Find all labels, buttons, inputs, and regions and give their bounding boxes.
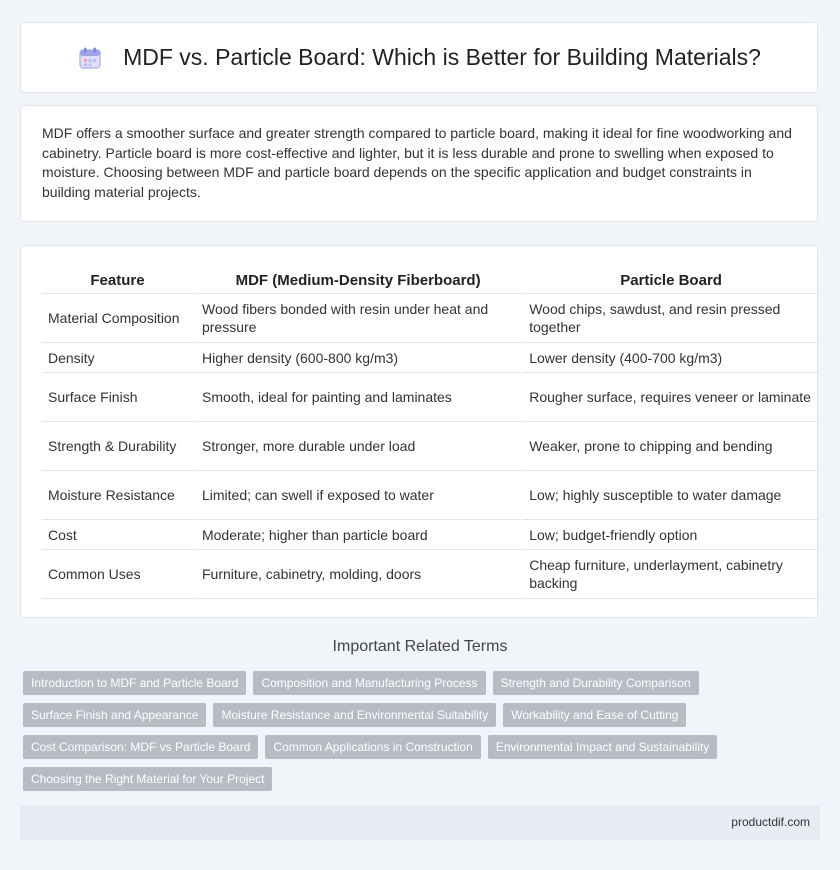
header-mdf: MDF (Medium-Density Fiberboard) [193, 266, 520, 294]
related-term-tag[interactable]: Surface Finish and Appearance [23, 703, 206, 727]
cell-mdf: Moderate; higher than particle board [193, 520, 520, 550]
related-term-tag[interactable]: Environmental Impact and Sustainability [488, 735, 717, 759]
related-term-tag[interactable]: Composition and Manufacturing Process [253, 671, 485, 695]
cell-feature: Density [42, 343, 193, 373]
header-particle-board: Particle Board [520, 266, 819, 294]
table-row [42, 422, 819, 471]
related-term-tag[interactable]: Cost Comparison: MDF vs Particle Board [23, 735, 258, 759]
cell-mdf: Limited; can swell if exposed to water [193, 471, 520, 520]
table-row [42, 550, 819, 599]
comparison-table [42, 266, 819, 599]
header-card [20, 22, 818, 93]
intro-text: MDF offers a smoother surface and greater strength compared to particle board, making it ideal for fine woodworking and cabinetry. Particle board is more cost-effective and lighter, but it is less durable and prone to swelling when exposed to moisture. Choosing between MDF and particle board depends on the specific application and budget constraints in building material projects. [42, 125, 792, 200]
cell-particle-board: Cheap furniture, underlayment, cabinetry backing [520, 550, 819, 599]
table-header-row [42, 266, 819, 294]
related-term-tag[interactable]: Workability and Ease of Cutting [503, 703, 686, 727]
table-row [42, 343, 819, 373]
comparison-card [20, 245, 818, 618]
cell-feature: Material Composition [42, 294, 193, 343]
cell-particle-board: Lower density (400-700 kg/m3) [520, 343, 819, 373]
cell-feature: Moisture Resistance [42, 471, 193, 520]
cell-feature: Strength & Durability [42, 422, 193, 471]
cell-feature: Cost [42, 520, 193, 550]
cell-mdf: Stronger, more durable under load [193, 422, 520, 471]
related-terms-title: Important Related Terms [332, 638, 508, 655]
cell-mdf: Wood fibers bonded with resin under heat and pressure [193, 294, 520, 343]
header-feature: Feature [42, 266, 193, 294]
table-row [42, 520, 819, 550]
cell-particle-board: Low; highly susceptible to water damage [520, 471, 819, 520]
cell-mdf: Furniture, cabinetry, molding, doors [193, 550, 520, 599]
cell-feature: Common Uses [42, 550, 193, 599]
intro-card [20, 105, 818, 222]
footer [20, 806, 820, 840]
page-title: MDF vs. Particle Board: Which is Better for Building Materials? [123, 44, 761, 70]
related-term-tag[interactable]: Introduction to MDF and Particle Board [23, 671, 246, 695]
cell-mdf: Higher density (600-800 kg/m3) [193, 343, 520, 373]
calendar-icon [77, 45, 103, 71]
cell-particle-board: Low; budget-friendly option [520, 520, 819, 550]
cell-feature: Surface Finish [42, 373, 193, 422]
cell-mdf: Smooth, ideal for painting and laminates [193, 373, 520, 422]
table-row [42, 471, 819, 520]
cell-particle-board: Weaker, prone to chipping and bending [520, 422, 819, 471]
table-row [42, 294, 819, 343]
cell-particle-board: Wood chips, sawdust, and resin pressed together [520, 294, 819, 343]
cell-particle-board: Rougher surface, requires veneer or laminate [520, 373, 819, 422]
related-term-tag[interactable]: Common Applications in Construction [265, 735, 480, 759]
related-term-tag[interactable]: Choosing the Right Material for Your Project [23, 767, 272, 791]
related-term-tag[interactable]: Moisture Resistance and Environmental Suitability [213, 703, 496, 727]
related-term-tag[interactable]: Strength and Durability Comparison [493, 671, 699, 695]
related-terms-list [23, 671, 743, 791]
footer-site-link[interactable]: productdif.com [731, 815, 810, 829]
table-row [42, 373, 819, 422]
